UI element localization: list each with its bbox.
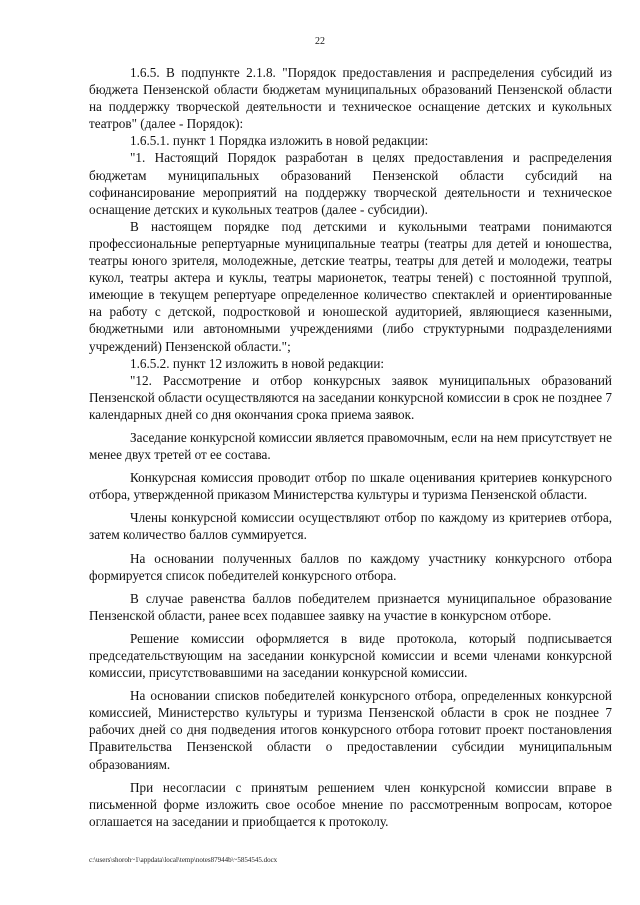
paragraph-clause-12: "12. Рассмотрение и отбор конкурсных заявок муниципальных образований Пензенской области осуществляются на заседании конкурсной комиссии в срок не позднее 7 календарных дней со дня окончания срока приема заявок.	[89, 372, 612, 422]
document-body	[89, 64, 612, 830]
paragraph-government-resolution: На основании списков победителей конкурсного отбора, определенных конкурсной комиссией, Министерство культуры и туризма Пензенской области в срок не позднее 7 рабочих дней со дня подведения итогов конкурсного отбора готовит проект постановления Правительства Пензенской области о предоставлении субсидии муниципальным образованиям.	[89, 688, 612, 772]
paragraph-evaluation-scale: Конкурсная комиссия проводит отбор по шкале оценивания критериев конкурсного отбора, утвержденной приказом Министерства культуры и туризма Пензенской области.	[89, 470, 612, 503]
paragraph-scoring: Члены конкурсной комиссии осуществляют отбор по каждому из критериев отбора, затем количество баллов суммируется.	[89, 510, 612, 543]
page-number: 22	[315, 36, 325, 47]
paragraph-theatre-definition: В настоящем порядке под детскими и кукольными театрами понимаются профессиональные репертуарные муниципальные театры (театры для детей и юношества, театры юного зрителя, молодежные, детские театры, театры для детей и молодежи, театры кукол, театры актера и куклы, театры марионеток, театры теней) с постоянной труппой, имеющие в текущем репертуаре определенное количество спектаклей и ориентированные на работу с детской, подростковой и юношеской аудиторией, являющиеся казенными, бюджетными или автономными учреждениями (либо структурными подразделениями учреждений) Пензенской области.";	[89, 218, 612, 354]
paragraph-1-6-5: 1.6.5. В подпункте 2.1.8. "Порядок предоставления и распределения субсидий из бюджета Пензенской области бюджетам муниципальных образований Пензенской области на поддержку творческой деятельности и техническое оснащение детских и кукольных театров" (далее - Порядок):	[89, 65, 612, 132]
paragraph-protocol: Решение комиссии оформляется в виде протокола, который подписывается председательствующим на заседании конкурсной комиссии и всеми членами конкурсной комиссии, присутствовавшими на заседании конкурсной комиссии.	[89, 630, 612, 681]
paragraph-1-6-5-1: 1.6.5.1. пункт 1 Порядка изложить в новой редакции:	[130, 133, 429, 149]
paragraph-clause-1: "1. Настоящий Порядок разработан в целях предоставления и распределения бюджетам муниципальных образований Пензенской области субсидий на софинансирование мероприятий на поддержку творческой деятельности и техническое оснащение детских и кукольных театров (далее - субсидии).	[89, 150, 612, 217]
paragraph-dissenting-opinion: При несогласии с принятым решением член конкурсной комиссии вправе в письменной форме изложить свое особое мнение по рассмотренным вопросам, которое оглашается на заседании и приобщается к протоколу.	[89, 779, 612, 829]
paragraph-1-6-5-2: 1.6.5.2. пункт 12 изложить в новой редакции:	[130, 355, 385, 371]
paragraph-tie-break: В случае равенства баллов победителем признается муниципальное образование Пензенской области, ранее всех подавшее заявку на участие в конкурсном отборе.	[89, 590, 612, 623]
paragraph-winners-list: На основании полученных баллов по каждому участнику конкурсного отбора формируется список победителей конкурсного отбора.	[89, 550, 612, 583]
paragraph-quorum: Заседание конкурсной комиссии является правомочным, если на нем присутствует не менее двух третей от ее состава.	[89, 429, 612, 463]
footer-file-path: c:\users\shoroh~1\appdata\local\temp\notes87944b\~5854545.docx	[89, 856, 278, 864]
